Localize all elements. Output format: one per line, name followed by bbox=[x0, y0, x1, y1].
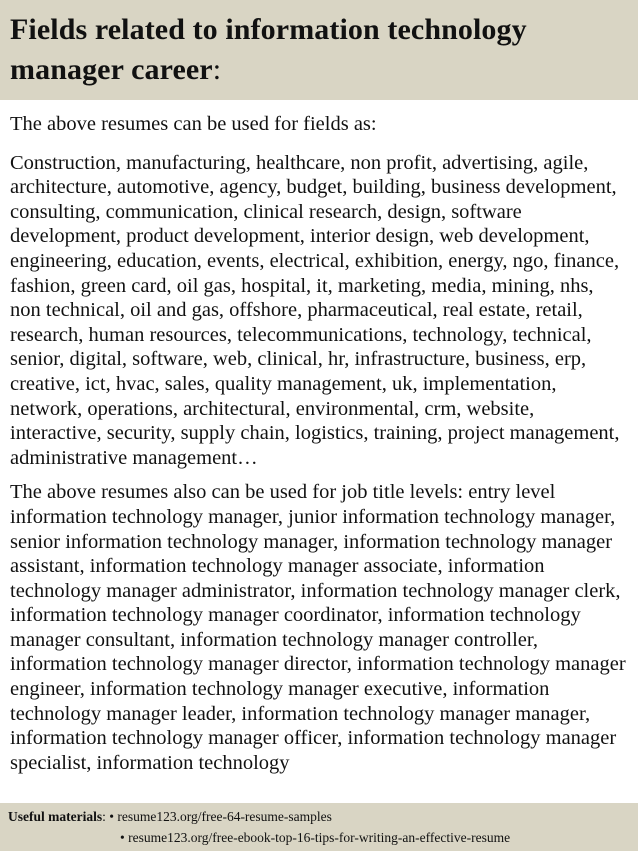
title-banner bbox=[0, 0, 638, 100]
job-levels-paragraph: The above resumes also can be used for job title levels: entry level information technology manager, junior information technology manager, senior information technology manager, information technology manager assistant, information technology manager associate, information technology manager administrator, information technology manager clerk, information technology manager coordinator, information technology manager consultant, information technology manager controller, information technology manager director, information technology manager engineer, information technology manager executive, information technology manager leader, information technology manager manager, information technology manager officer, information technology manager specialist, information technology bbox=[10, 481, 626, 774]
page-title-colon: : bbox=[212, 53, 222, 86]
footer-link-ebook-tips[interactable]: resume123.org/free-ebook-top-16-tips-for-writing-an-effective-resume bbox=[128, 830, 511, 845]
footer-link-resume-samples[interactable]: resume123.org/free-64-resume-samples bbox=[117, 809, 332, 824]
intro-paragraph: The above resumes can be used for fields as: bbox=[10, 113, 377, 135]
main-content bbox=[0, 100, 638, 806]
page-title bbox=[10, 10, 628, 90]
useful-materials-label: Useful materials bbox=[8, 809, 103, 824]
useful-materials-colon: : bbox=[102, 809, 106, 824]
page-title-text: Fields related to information technology manager career bbox=[10, 13, 527, 86]
footer-band bbox=[0, 803, 638, 851]
bullet-icon: • bbox=[109, 809, 114, 824]
bullet-icon: • bbox=[120, 830, 125, 845]
fields-paragraph: Construction, manufacturing, healthcare, non profit, advertising, agile, architecture, automotive, agency, budget, building, business development, consulting, communication, clinical research, design, software development, product development, interior design, web development, engineering, education, events, electrical, exhibition, energy, ngo, finance, fashion, green card, oil gas, hospital, it, marketing, media, mining, nhs, non technical, oil and gas, offshore, pharmaceutical, real estate, retail, research, human resources, telecommunications, technology, technical, senior, digital, software, web, clinical, hr, infrastructure, business, erp, creative, ict, hvac, sales, quality management, uk, implementation, network, operations, architectural, environmental, crm, website, interactive, security, supply chain, logistics, training, project management, administrative management… bbox=[10, 151, 620, 469]
footer-row-2 bbox=[8, 827, 638, 848]
footer-row-1 bbox=[8, 806, 638, 827]
